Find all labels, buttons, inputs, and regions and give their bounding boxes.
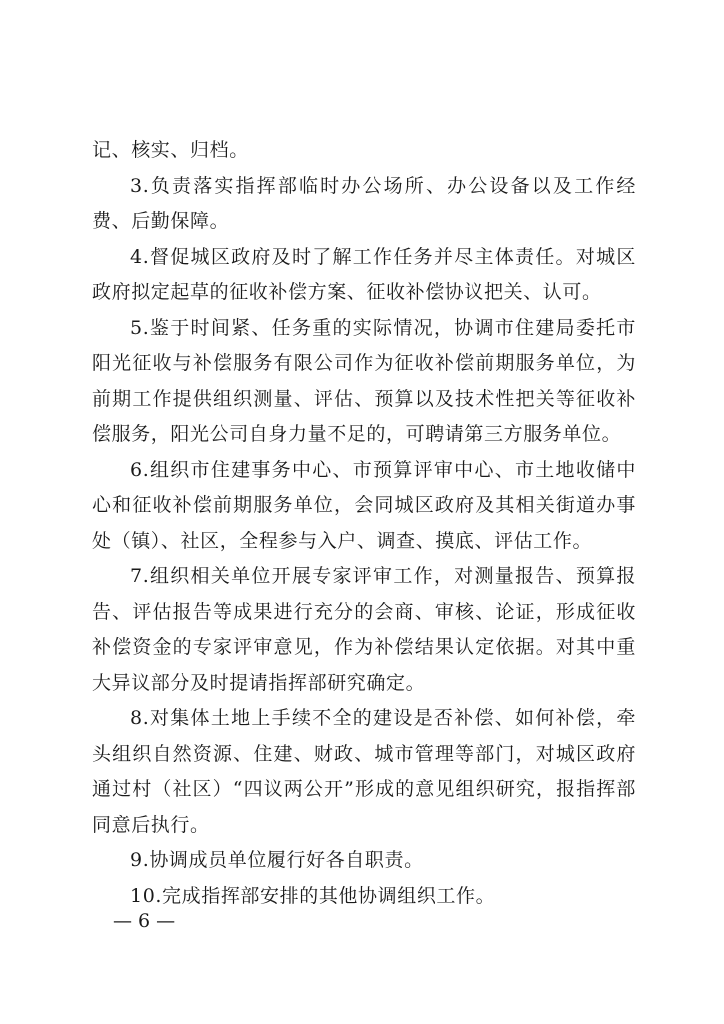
paragraph-item-5: 5.鉴于时间紧、任务重的实际情况，协调市住建局委托市阳光征收与补偿服务有限公司作为征收补偿前期服务单位，为前期工作提供组织测量、评估、预算以及技术性把关等征收补偿服务，阳光公司自身力量不足的，可聘请第三方服务单位。 xyxy=(92,316,636,445)
paragraph-continuation: 记、核实、归档。 xyxy=(92,139,249,161)
paragraph-item-7: 7.组织相关单位开展专家评审工作，对测量报告、预算报告、评估报告等成果进行充分的会商、审核、论证，形成征收补偿资金的专家评审意见，作为补偿结果认定依据。对其中重大异议部分及时提请指挥部研究确定。 xyxy=(92,565,636,694)
paragraph-item-4: 4.督促城区政府及时了解工作任务并尽主体责任。对城区政府拟定起草的征收补偿方案、征收补偿协议把关、认可。 xyxy=(92,245,636,303)
paragraph-item-6: 6.组织市住建事务中心、市预算评审中心、市土地收储中心和征收补偿前期服务单位，会同城区政府及其相关街道办事处（镇）、社区，全程参与入户、调查、摸底、评估工作。 xyxy=(92,458,636,552)
paragraph-item-8: 8.对集体土地上手续不全的建设是否补偿、如何补偿，牵头组织自然资源、住建、财政、城市管理等部门，对城区政府通过村（社区）“四议两公开”形成的意见组织研究，报指挥部同意后执行。 xyxy=(92,707,636,836)
paragraph-item-3: 3.负责落实指挥部临时办公场所、办公设备以及工作经费、后勤保障。 xyxy=(92,174,636,232)
document-body xyxy=(92,133,636,914)
paragraph-item-10: 10.完成指挥部安排的其他协调组织工作。 xyxy=(130,884,496,907)
page-number: — 6 — xyxy=(113,910,176,932)
paragraph-item-9: 9.协调成员单位履行好各自职责。 xyxy=(130,849,424,871)
